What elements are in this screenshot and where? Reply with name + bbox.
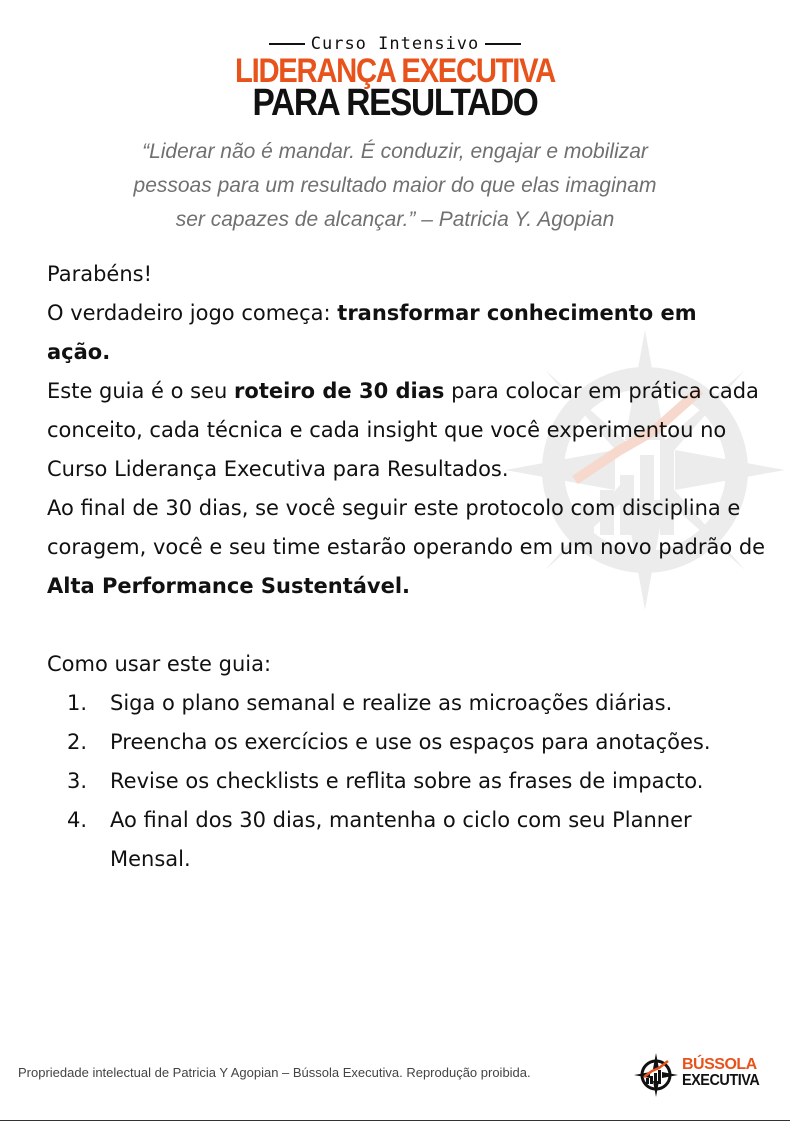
howto-heading: Como usar este guia:: [47, 652, 272, 676]
list-item: [67, 762, 767, 801]
step-number: 4.: [67, 808, 88, 832]
logo-subtitle-line: PARA RESULTADO: [252, 82, 538, 124]
step-number: 3.: [67, 769, 88, 793]
course-logo: [0, 30, 790, 124]
paragraph-final: [47, 489, 767, 606]
quote-line: “Liderar não é mandar. É conduzir, engajar e mobilizar: [142, 140, 648, 163]
logo-rule-right: [485, 43, 521, 45]
spacer: [47, 606, 767, 645]
brand-name-line1: BÚSSOLA: [682, 1056, 757, 1073]
logo-top-text: Curso Intensivo: [310, 34, 480, 54]
footer-brand-logo: [632, 1050, 762, 1100]
steps-list: [47, 684, 767, 879]
footer-copyright: Propriedade intelectual de Patricia Y Agopian – Bússola Executiva. Reprodução proibida.: [18, 1065, 531, 1080]
paragraph-bold: roteiro de 30 dias: [234, 379, 445, 403]
paragraph-game: [47, 294, 767, 372]
list-item: [67, 801, 767, 879]
paragraph-text: Ao final de 30 dias, se você seguir este protocolo com disciplina e coragem, você e seu time estarão operando em um novo padrão de: [47, 496, 766, 559]
step-number: 2.: [67, 730, 88, 754]
bottom-divider: [0, 1120, 790, 1121]
logo-top-line: [269, 34, 522, 54]
list-item: [67, 723, 767, 762]
paragraph-bold: Alta Performance Sustentável.: [47, 574, 411, 598]
quote: [60, 135, 730, 237]
logo-title-line: LIDERANÇA EXECUTIVA: [235, 52, 555, 90]
brand-name-line2: EXECUTIVA: [682, 1072, 760, 1089]
paragraph-text: O verdadeiro jogo começa:: [47, 301, 338, 325]
quote-line: ser capazes de alcançar.” – Patricia Y. Agopian: [175, 208, 615, 231]
paragraph-bold: transformar conhecimento em ação.: [47, 301, 697, 364]
step-text: Ao final dos 30 dias, mantenha o ciclo com seu Planner Mensal.: [110, 808, 692, 871]
body-content: [47, 255, 767, 879]
quote-line: pessoas para um resultado maior do que elas imaginam: [133, 174, 657, 197]
step-text: Preencha os exercícios e use os espaços para anotações.: [110, 730, 711, 754]
list-item: [67, 684, 767, 723]
paragraph-guide: [47, 372, 767, 489]
step-text: Siga o plano semanal e realize as microações diárias.: [110, 691, 673, 715]
step-text: Revise os checklists e reflita sobre as frases de impacto.: [110, 769, 704, 793]
step-number: 1.: [67, 691, 88, 715]
greeting: Parabéns!: [47, 262, 153, 286]
paragraph-text: Este guia é o seu: [47, 379, 235, 403]
paragraph-text: para colocar em prática cada conceito, cada técnica e cada insight que você experimentou no Curso Liderança Executiva para Resultados.: [47, 379, 759, 481]
compass-logo-icon: [632, 1051, 680, 1099]
logo-rule-left: [269, 43, 305, 45]
